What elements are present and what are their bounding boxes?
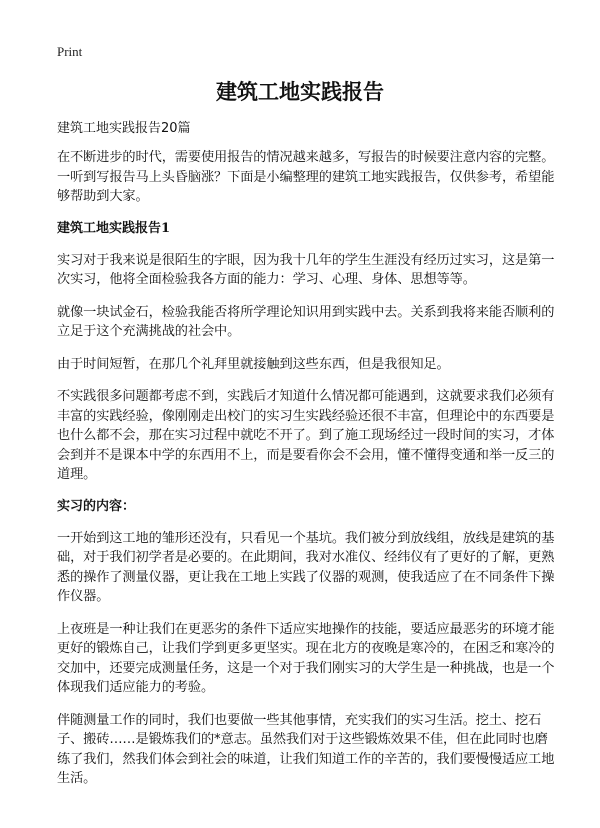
print-label[interactable]: Print	[57, 44, 83, 59]
section2-paragraph-2: 上夜班是一种让我们在更恶劣的条件下适应实地操作的技能，要适应最恶劣的环境才能更好的锻炼自己，让我们学到更多更坚实。现在北方的夜晚是寒冷的，在困乏和寒冷的交加中，还要完成测量任务，这是一个对于我们刚实习的大学生是一种挑战，也是一个体现我们适应能力的考验。	[57, 621, 555, 695]
section2-paragraph-3: 伴随测量工作的同时，我们也要做一些其他事情，充实我们的实习生活。挖土、挖石子、搬砖……是锻炼我们的*意志。虽然我们对于这些锻炼效果不佳，但在此同时也磨练了我们，然我们体会到社会的味道，让我们知道工作的辛苦的，我们要慢慢适应工地生活。	[57, 712, 555, 786]
document-title: 建筑工地实践报告	[216, 80, 384, 104]
section2-paragraph-1: 一开始到这工地的雏形还没有，只看见一个基坑。我们被分到放线组，放线是建筑的基础，对于我们初学者是必要的。在此期间，我对水准仪、经纬仪有了更好的了解，更熟悉的操作了测量仪器，更让我在工地上实践了仪器的观测，使我适应了在不同条件下操作仪器。	[57, 530, 555, 604]
document-subtitle: 建筑工地实践报告20篇	[57, 121, 191, 136]
section1-paragraph-4: 不实践很多问题都考虑不到，实践后才知道什么情况都可能遇到，这就要求我们必须有丰富的实践经验，像刚刚走出校门的实习生实践经验还很不丰富，但理论中的东西要是也什么都不会，那在实习过程中就吃不开了。到了施工现场经过一段时间的实习，才体会到并不是课本中学的东西用不上，而是要看你会不会用，懂不懂得变通和举一反三的道理。	[57, 389, 555, 482]
document-body	[57, 120, 557, 802]
section1-paragraph-1: 实习对于我来说是很陌生的字眼，因为我十几年的学生生涯没有经历过实习，这是第一次实习，他将全面检验我各方面的能力：学习、心理、身体、思想等等。	[57, 252, 555, 287]
intro-paragraph: 在不断进步的时代，需要使用报告的情况越来越多，写报告的时候要注意内容的完整。一听到写报告马上头昏脑涨？下面是小编整理的建筑工地实践报告，仅供参考，希望能够帮助到大家。	[57, 150, 555, 204]
section-heading-1: 建筑工地实践报告1	[57, 220, 171, 236]
section-heading-2: 实习的内容：	[57, 498, 136, 514]
section1-paragraph-2: 就像一块试金石，检验我能否将所学理论知识用到实践中去。关系到我将来能否顺利的立足于这个充满挑战的社会中。	[57, 304, 555, 339]
section1-paragraph-3: 由于时间短暂，在那几个礼拜里就接触到这些东西，但是我很知足。	[57, 356, 450, 372]
